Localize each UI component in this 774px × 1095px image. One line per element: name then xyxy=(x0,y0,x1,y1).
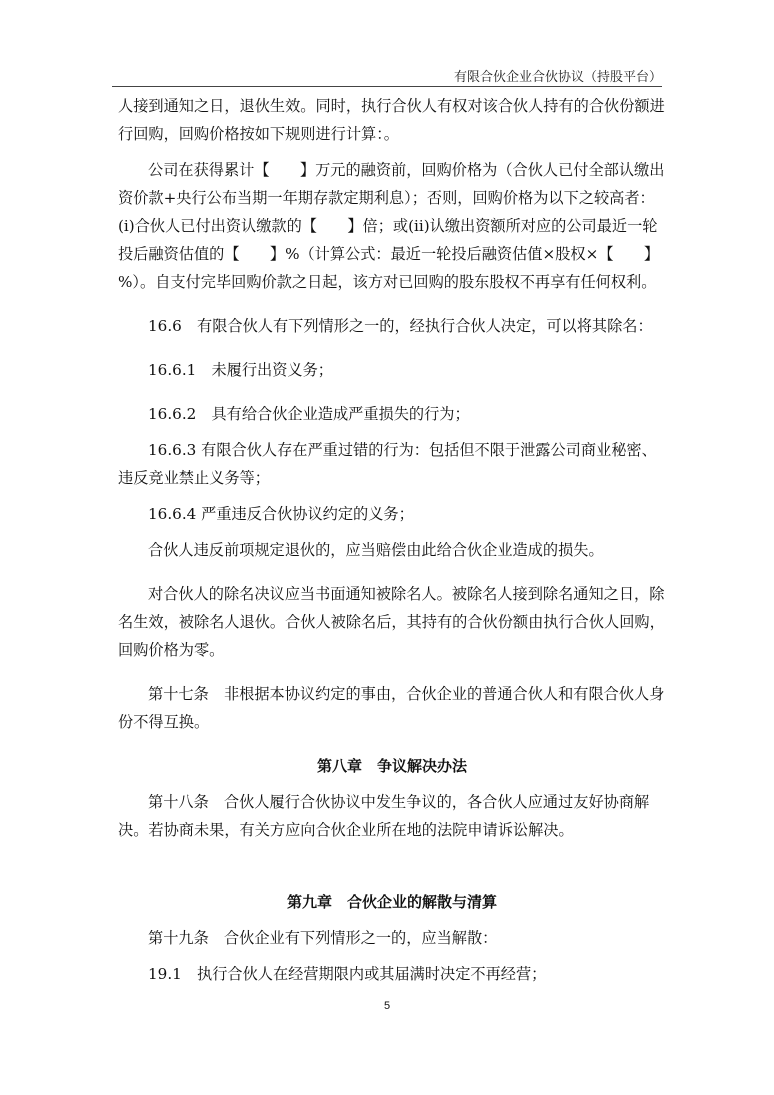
clause-16-6-2: 16.6.2 具有给合伙企业造成严重损失的行为； xyxy=(148,405,470,423)
clause-19-1: 19.1 执行合伙人在经营期限内或其届满时决定不再经营； xyxy=(148,965,547,983)
clause-16-6-4: 16.6.4 严重违反合伙协议约定的义务； xyxy=(148,505,414,523)
clause-16-6-1: 16.6.1 未履行出资义务； xyxy=(148,361,333,379)
chapter-8-heading: 第八章 争议解决办法 xyxy=(316,757,467,775)
chapter-9-heading: 第九章 合伙企业的解散与清算 xyxy=(286,893,497,911)
paragraph-compensation: 合伙人违反前项规定退伙的，应当赔偿由此给合伙企业造成的损失。 xyxy=(148,541,604,559)
paragraph-withdrawal-effective: 人接到通知之日，退伙生效。同时，执行合伙人有权对该合伙人持有的合伙份额进行回购，回购价格按如下规则进行计算：。 xyxy=(118,97,665,143)
paragraph-buyback-price: 公司在获得累计【 】万元的融资前，回购价格为（合伙人已付全部认缴出资价款+央行公布当期一年期存款定期利息）；否则，回购价格为以下之较高者：(i)合伙人已付出资认缴款的【 】倍；或(ii)认缴出资额所对应的公司最近一轮投后融资估值的【 】%（计算公式：最近一轮投后融资估值×股权×【 】%）。自支付完毕回购价款之日起，该方对已回购的股东股权不再享有任何权利。 xyxy=(118,161,665,291)
document-body xyxy=(118,92,666,988)
header-divider xyxy=(112,86,662,87)
article-18: 第十八条 合伙人履行合伙协议中发生争议的，各合伙人应通过友好协商解决。若协商未果，有关方应向合伙企业所在地的法院申请诉讼解决。 xyxy=(118,793,650,839)
clause-16-6-3: 16.6.3 有限合伙人存在严重过错的行为：包括但不限于泄露公司商业秘密、违反竞业禁止义务等； xyxy=(118,441,657,487)
article-17: 第十七条 非根据本协议约定的事由，合伙企业的普通合伙人和有限合伙人身份不得互换。 xyxy=(118,685,665,731)
clause-16-6: 16.6 有限合伙人有下列情形之一的，经执行合伙人决定，可以将其除名： xyxy=(148,317,653,335)
page-number: 5 xyxy=(383,1000,391,1012)
article-19: 第十九条 合伙企业有下列情形之一的，应当解散： xyxy=(148,929,498,947)
paragraph-expulsion-notice: 对合伙人的除名决议应当书面通知被除名人。被除名人接到除名通知之日，除名生效，被除名人退伙。合伙人被除名后，其持有的合伙份额由执行合伙人回购，回购价格为零。 xyxy=(118,585,665,659)
running-header: 有限合伙企业合伙协议（持股平台） xyxy=(453,70,662,85)
